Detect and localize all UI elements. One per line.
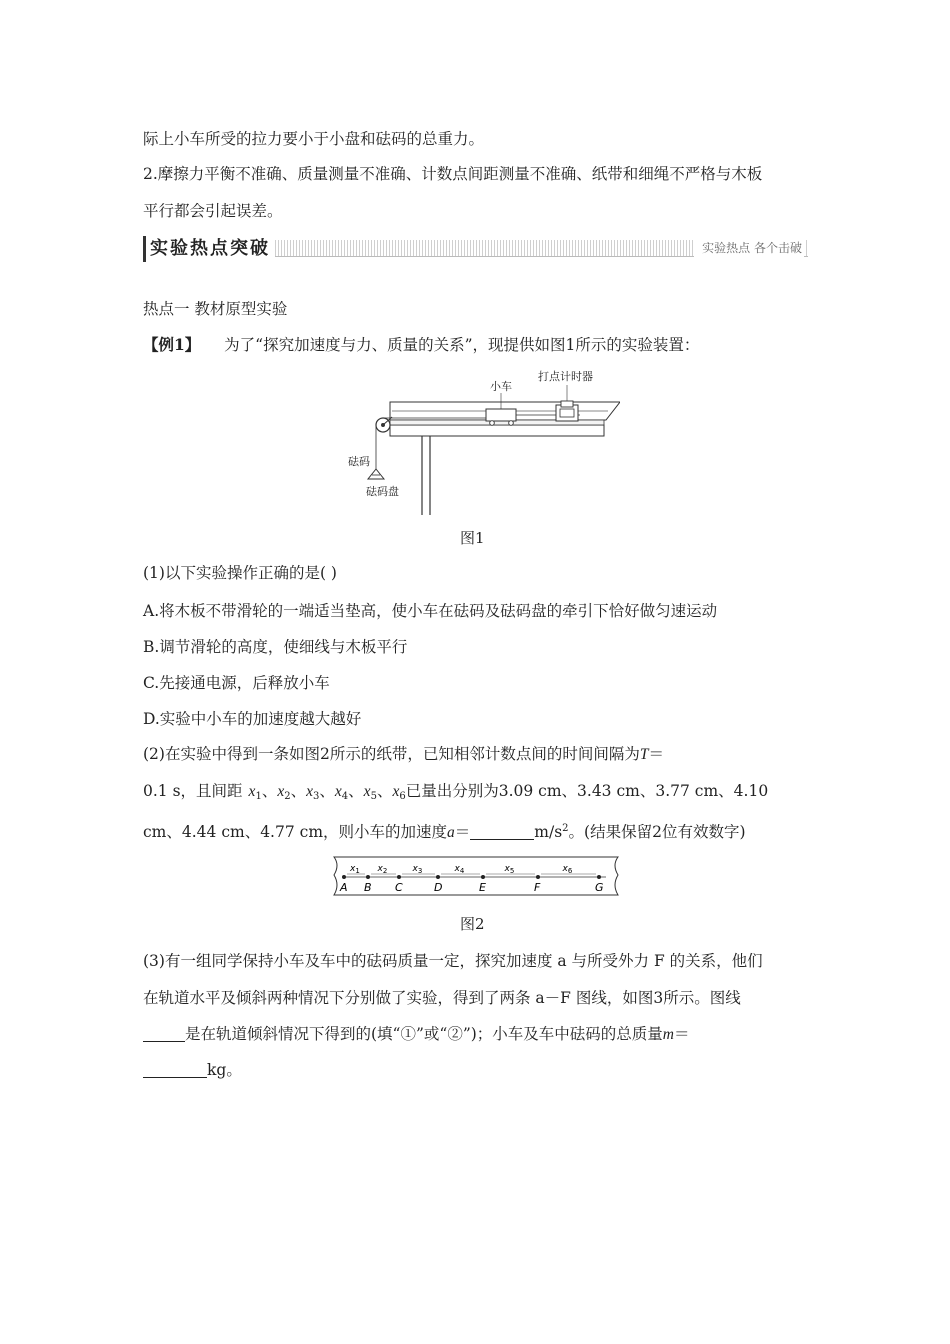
tape-point-a	[342, 875, 346, 879]
tape-point-label: A	[340, 881, 348, 894]
subscript: 2	[284, 791, 291, 802]
tape-point-label: E	[479, 881, 486, 894]
equals-sign: ＝	[674, 1025, 690, 1043]
symbol-m: m	[662, 1026, 674, 1043]
example-label: 【例1】	[143, 335, 201, 354]
answer-blank-mass[interactable]	[143, 1061, 207, 1078]
question-2-line-3	[143, 818, 746, 844]
example-text: 为了“探究加速度与力、质量的关系”，现提供如图1所示的实验装置：	[224, 336, 700, 354]
question-3-line-4	[143, 1059, 242, 1081]
intro-line-3: 平行都会引起误差。	[143, 202, 283, 220]
subscript: 6	[399, 791, 406, 802]
tape-segment-label: $x_2$	[377, 864, 388, 875]
subscript: 4	[341, 791, 349, 802]
tape-segment-label: $x_5$	[504, 864, 515, 875]
question-1-option-b: B.调节滑轮的高度，使细线与木板平行	[143, 638, 408, 656]
tape-point-label: D	[434, 881, 443, 894]
banner-subtitle: 实验热点 各个击破	[694, 239, 804, 257]
tape-point-label: C	[395, 881, 403, 894]
question-3-text: 是在轨道倾斜情况下得到的(填“①”或“②”)；小车及车中砝码的总质量	[185, 1025, 663, 1043]
question-3-line-2: 在轨道水平及倾斜两种情况下分别做了实验，得到了两条 a－F 图线，如图3所示。图线	[143, 989, 741, 1007]
symbol-T: T	[639, 746, 649, 763]
question-2-text-c: cm、4.44 cm、4.77 cm，则小车的加速度	[143, 823, 448, 841]
question-3-line-1: (3)有一组同学保持小车及车中的砝码质量一定，探究加速度 a 与所受外力 F 的关系，他们	[143, 952, 763, 970]
superscript: 2	[562, 823, 569, 834]
figure-2-caption: 图2	[460, 915, 485, 933]
figure-1-label-weight: 砝码	[348, 455, 370, 468]
symbol-a: a	[447, 824, 455, 841]
equals-sign: ＝	[648, 745, 664, 763]
tape-segment-label: $x_1$	[350, 864, 360, 875]
tape-point-g	[597, 875, 601, 879]
subscript: 5	[370, 791, 377, 802]
figure-1-apparatus	[330, 365, 620, 520]
tape-point-b	[366, 875, 370, 879]
unit-kg: kg。	[207, 1061, 242, 1079]
question-2-text-d: 。(结果保留2位有效数字)	[568, 823, 746, 841]
question-1-stem: (1)以下实验操作正确的是( )	[143, 564, 337, 582]
question-3-line-3	[143, 1023, 690, 1046]
tape-point-f	[536, 875, 540, 879]
unit-text: m/s	[534, 823, 563, 841]
answer-blank-acceleration[interactable]	[470, 823, 534, 840]
figure-1-label-cart: 小车	[490, 380, 512, 393]
figure-1-label-pan: 砝码盘	[366, 485, 399, 498]
tape-segment-label: $x_3$	[412, 864, 423, 875]
question-1-option-d: D.实验中小车的加速度越大越好	[143, 710, 362, 728]
tape-point-label: B	[364, 881, 372, 894]
section-heading: 热点一 教材原型实验	[143, 300, 288, 318]
question-1-option-a: A.将木板不带滑轮的一端适当垫高，使小车在砝码及砝码盘的牵引下恰好做匀速运动	[143, 602, 718, 620]
question-1-option-c: C.先接通电源，后释放小车	[143, 674, 330, 692]
subscript: 3	[313, 791, 320, 802]
tape-point-label: G	[595, 881, 604, 894]
subscript: 1	[255, 791, 262, 802]
answer-blank-graph-line[interactable]	[143, 1025, 185, 1042]
tape-point-label: F	[534, 881, 541, 894]
example-intro	[143, 334, 699, 356]
intro-line-1: 际上小车所受的拉力要小于小盘和砝码的总重力。	[143, 130, 485, 148]
question-2-line-1	[143, 743, 664, 766]
figure-1-caption: 图1	[460, 529, 485, 547]
figure-1-label-timer: 打点计时器	[538, 370, 593, 383]
question-2-text: (2)在实验中得到一条如图2所示的纸带，已知相邻计数点间的时间间隔为	[143, 745, 640, 763]
section-banner	[143, 236, 808, 262]
tape-segment-label: $x_4$	[454, 864, 465, 875]
question-2-line-2: 0.1 s，且间距 $x_1$、$x_2$、$x_3$、$x_4$、$x_5$、$x_6$已量出分别为3.09 cm、3.43 cm、3.77 cm、4.10	[143, 782, 769, 802]
banner-title: 实验热点突破	[143, 236, 274, 262]
tape-point-d	[436, 875, 440, 879]
question-2-text-b: 已量出分别为3.09 cm、3.43 cm、3.77 cm、4.10	[405, 782, 769, 800]
tape-segment-label: $x_6$	[562, 864, 573, 875]
tape-point-e	[481, 875, 485, 879]
tape-point-c	[397, 875, 401, 879]
question-2-text-a: 0.1 s，且间距	[143, 782, 243, 800]
equals-sign: ＝	[454, 823, 471, 841]
figure-2-paper-tape	[328, 853, 624, 899]
intro-line-2: 2.摩擦力平衡不准确、质量测量不准确、计数点间距测量不准确、纸带和细绳不严格与木板	[143, 165, 763, 183]
